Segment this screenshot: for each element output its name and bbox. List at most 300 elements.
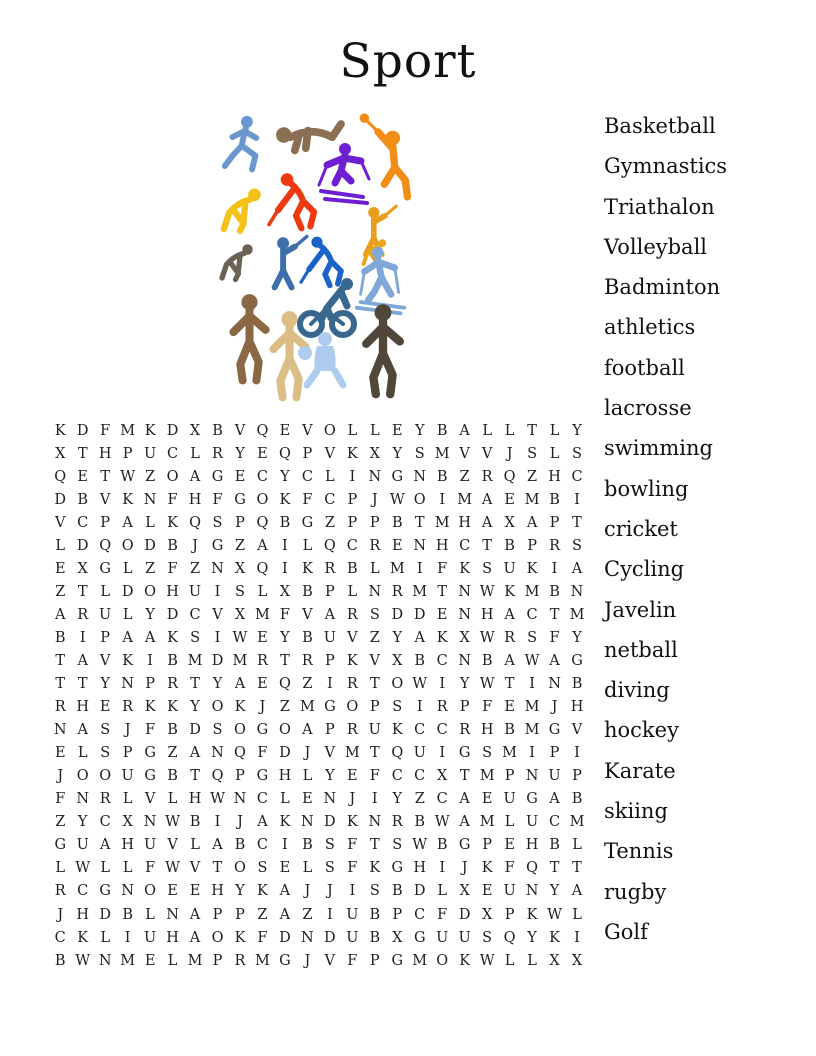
grid-letter: G [526,791,538,808]
grid-letter: W [210,791,225,808]
grid-letter: D [54,491,67,508]
grid-letter: H [548,468,561,485]
grid-letter: Y [572,629,582,646]
grid-letter: E [504,837,515,854]
word-list-item: Golf [604,919,648,944]
grid-letter: I [371,791,378,808]
grid-letter: R [436,699,448,716]
grid-letter: T [572,860,582,877]
grid-letter: M [524,583,540,600]
grid-letter: E [504,699,515,716]
grid-letter: Z [459,468,470,485]
grid-letter: C [436,791,448,808]
grid-letter: Z [302,906,313,923]
grid-letter: G [571,652,583,669]
grid-letter: P [482,837,493,854]
grid-letter: K [481,860,493,877]
grid-letter: O [76,768,89,785]
grid-letter: C [99,814,111,831]
grid-letter: Q [189,514,201,531]
grid-letter: I [214,814,221,831]
grid-letter: H [278,768,292,785]
grid-letter: T [504,676,515,693]
grid-letter: J [304,745,311,762]
grid-letter: B [571,791,583,808]
grid-letter: N [458,652,472,669]
grid-letter: Q [278,676,291,693]
grid-letter: M [255,606,270,623]
grid-letter: E [504,491,515,508]
grid-letter: B [571,676,583,693]
grid-letter: L [549,445,560,462]
grid-letter: F [549,629,560,646]
grid-letter: X [459,629,470,646]
grid-letter: F [482,699,493,716]
grid-letter: E [257,445,268,462]
grid-letter: J [371,491,378,508]
hammer-thrower-orange-silhouette [360,113,408,196]
grid-letter: B [391,514,403,531]
grid-letter: R [99,791,111,808]
grid-letter: T [459,768,470,785]
grid-letter: B [549,491,560,508]
grid-letter: X [571,952,583,969]
grid-letter: F [279,606,290,623]
grid-letter: G [211,537,224,554]
grid-letter: Z [414,791,425,808]
grid-letter: E [167,883,178,900]
grid-letter: D [324,929,336,946]
grid-letter: R [234,952,246,969]
grid-letter: R [77,606,89,623]
grid-letter: I [282,837,288,854]
grid-letter: J [326,883,333,900]
grid-letter: P [369,699,380,716]
grid-letter: R [504,629,516,646]
grid-letter: L [437,883,448,900]
grid-letter: T [55,676,66,693]
grid-letter: B [167,652,178,669]
grid-letter: N [143,814,157,831]
grid-letter: N [166,906,179,923]
grid-letter: F [257,929,268,946]
grid-letter: L [55,537,66,554]
grid-letter: C [256,468,268,485]
grid-letter: U [436,929,449,946]
grid-letter: B [504,537,515,554]
grid-letter: M [389,560,405,577]
grid-letter: N [570,583,584,600]
grid-letter: G [211,468,224,485]
grid-letter: Y [414,422,425,439]
grid-letter: O [99,768,112,785]
grid-letter: B [436,422,448,439]
grid-letter: Z [55,583,66,600]
grid-letter: B [302,583,313,600]
grid-letter: C [167,445,179,462]
grid-letter: V [99,491,111,508]
grid-letter: W [479,629,495,646]
grid-letter: S [392,837,403,854]
word-list-item: lacrosse [604,396,692,421]
grid-letter: G [458,745,471,762]
grid-letter: Y [527,929,537,946]
grid-letter: T [414,514,425,531]
grid-letter: W [412,837,428,854]
grid-letter: C [436,722,448,739]
grid-letter: F [369,768,380,785]
grid-letter: U [346,929,359,946]
grid-letter: G [391,860,404,877]
grid-letter: P [100,629,111,646]
grid-letter: K [279,814,291,831]
grid-letter: G [54,837,67,854]
grid-letter: F [302,491,313,508]
grid-letter: P [122,745,133,762]
grid-letter: B [414,814,426,831]
grid-letter: Y [392,629,403,646]
grid-letter: L [190,837,200,854]
grid-letter: O [278,722,291,739]
grid-letter: A [571,883,583,900]
grid-letter: P [392,906,403,923]
sprinter-yellow-silhouette [224,189,261,231]
skier-purple-silhouette [319,143,369,203]
grid-letter: O [256,491,269,508]
grid-letter: M [187,952,203,969]
grid-letter: F [437,560,448,577]
grid-letter: S [369,606,380,623]
grid-letter: X [234,560,246,577]
grid-letter: K [391,722,403,739]
grid-letter: K [279,491,291,508]
grid-letter: P [504,906,515,923]
grid-letter: T [77,445,88,462]
word-list-item: cricket [604,516,678,541]
grid-letter: N [143,491,157,508]
grid-letter: A [504,652,515,669]
grid-letter: L [190,445,200,462]
grid-letter: O [166,468,179,485]
grid-letter: K [122,491,134,508]
grid-letter: P [549,745,560,762]
grid-letter: F [437,906,448,923]
grid-letter: M [569,814,585,831]
grid-letter: F [347,860,358,877]
grid-letter: Q [526,860,539,877]
grid-letter: O [413,491,426,508]
grid-letter: L [257,583,268,600]
grid-letter: F [55,791,66,808]
grid-letter: Y [325,768,335,785]
grid-letter: K [122,652,134,669]
grid-letter: B [77,491,89,508]
grid-letter: D [121,583,134,600]
grid-letter: K [346,814,358,831]
page-title: Sport [339,34,477,89]
grid-letter: J [57,906,64,923]
grid-letter: E [54,745,66,762]
grid-letter: V [571,722,583,739]
grid-letter: T [212,860,223,877]
grid-letter: B [436,468,448,485]
grid-letter: R [391,583,403,600]
grid-letter: N [233,791,247,808]
grid-letter: D [324,814,336,831]
grid-letter: D [279,929,291,946]
grid-letter: D [144,537,156,554]
grid-letter: J [304,952,311,969]
grid-letter: W [165,814,181,831]
grid-letter: N [98,952,112,969]
grid-letter: V [324,952,336,969]
grid-letter: B [167,537,178,554]
grid-letter: M [502,745,518,762]
grid-letter: D [391,606,404,623]
grid-letter: H [121,837,134,854]
grid-letter: L [302,537,313,554]
word-list-item: rugby [604,879,667,904]
grid-letter: I [416,560,423,577]
cyclist-slate-silhouette [300,278,354,335]
grid-letter: N [301,814,314,831]
grid-letter: C [301,468,313,485]
grid-letter: R [481,468,493,485]
grid-letter: C [414,722,426,739]
grid-letter: K [459,952,471,969]
grid-letter: P [527,537,537,554]
grid-letter: J [304,883,311,900]
grid-letter: W [547,906,562,923]
grid-letter: B [369,929,381,946]
grid-letter: W [120,468,136,485]
grid-letter: A [279,906,291,923]
grid-letter: K [436,629,448,646]
grid-letter: V [459,445,470,462]
grid-letter: C [54,929,66,946]
grid-letter: E [77,468,88,485]
grid-letter: I [439,745,446,762]
grid-letter: G [144,745,156,762]
grid-letter: N [413,468,427,485]
grid-letter: W [232,629,248,646]
grid-letter: B [504,722,515,739]
grid-letter: T [527,422,537,439]
grid-letter: L [122,791,133,808]
word-list-item: Tennis [604,839,674,864]
grid-letter: U [368,722,381,739]
grid-letter: O [234,722,246,739]
grid-letter: H [480,722,494,739]
grid-letter: F [145,722,156,739]
grid-letter: K [167,699,178,716]
grid-letter: T [482,537,492,554]
grid-letter: Z [527,468,538,485]
grid-letter: L [369,422,380,439]
grid-letter: Y [235,445,245,462]
grid-letter: I [574,745,580,762]
grid-letter: P [212,952,223,969]
grid-letter: W [75,952,91,969]
grid-letter: H [435,537,449,554]
grid-letter: Q [503,929,516,946]
grid-letter: N [121,883,134,900]
grid-letter: A [459,814,470,831]
grid-letter: R [212,445,223,462]
grid-letter: K [167,514,178,531]
grid-letter: X [549,952,560,969]
grid-letter: C [526,606,538,623]
grid-letter: I [439,676,446,693]
grid-letter: A [189,906,201,923]
grid-letter: J [192,537,198,554]
grid-letter: S [235,583,245,600]
grid-letter: C [77,514,89,531]
grid-letter: Z [190,560,201,577]
grid-letter: W [479,952,495,969]
grid-letter: A [549,652,560,669]
grid-letter: C [414,768,426,785]
grid-letter: X [77,560,88,577]
grid-letter: Q [323,537,336,554]
grid-letter: S [527,445,538,462]
grid-letter: X [189,422,201,439]
grid-letter: P [572,768,582,785]
sports-clipart [205,105,425,405]
grid-letter: S [482,929,493,946]
grid-letter: I [574,491,580,508]
grid-letter: S [324,860,335,877]
grid-letter: B [549,583,560,600]
grid-letter: C [548,814,561,831]
grid-letter: Q [256,422,269,439]
grid-letter: L [325,468,335,485]
grid-letter: L [167,791,178,808]
grid-letter: Y [549,883,560,900]
grid-letter: K [301,560,313,577]
grid-letter: A [144,629,156,646]
grid-letter: X [392,929,403,946]
grid-letter: H [413,860,427,877]
grid-letter: X [55,445,66,462]
grid-letter: G [413,929,426,946]
runner-darkgray-silhouette [366,304,400,394]
grid-letter: K [504,583,516,600]
grid-letter: E [257,629,268,646]
grid-letter: Z [145,560,156,577]
grid-letter: C [414,906,426,923]
grid-letter: M [255,952,270,969]
catcher-paleblue-silhouette [298,332,343,385]
grid-letter: A [302,722,313,739]
runner-brown-silhouette [233,294,265,380]
grid-letter: M [344,745,360,762]
grid-letter: W [75,860,91,877]
grid-letter: Y [235,883,245,900]
grid-letter: P [347,514,358,531]
shot-putter-gray-silhouette [222,244,253,279]
grid-letter: D [99,906,111,923]
grid-letter: R [301,652,313,669]
grid-letter: B [414,652,426,669]
grid-letter: S [527,629,538,646]
grid-letter: I [282,537,288,554]
grid-letter: A [54,606,66,623]
grid-letter: F [167,560,178,577]
grid-letter: L [572,837,582,854]
word-search-grid [49,419,588,972]
grid-letter: V [99,652,111,669]
grid-letter: I [529,676,535,693]
grid-letter: B [167,768,178,785]
word-list-item: netball [604,637,678,662]
word-list-item: Gymnastics [604,154,728,179]
grid-letter: U [503,560,516,577]
grid-letter: P [235,514,245,531]
grid-letter: U [525,814,539,831]
grid-letter: A [122,514,133,531]
grid-letter: S [190,629,201,646]
grid-letter: S [212,514,223,531]
grid-letter: T [549,606,560,623]
grid-letter: E [391,537,403,554]
grid-letter: C [346,537,358,554]
grid-letter: V [324,745,336,762]
grid-letter: U [503,791,516,808]
grid-letter: M [434,445,450,462]
grid-letter: K [459,560,471,577]
grid-letter: V [189,860,201,877]
grid-letter: Y [145,606,155,623]
grid-letter: U [188,583,202,600]
grid-letter: R [256,652,268,669]
grid-letter: P [324,722,335,739]
grid-letter: H [211,883,224,900]
grid-letter: M [232,652,248,669]
grid-letter: S [572,537,582,554]
grid-letter: I [147,652,153,669]
grid-letter: O [211,929,224,946]
grid-letter: Q [278,445,291,462]
grid-letter: I [349,468,356,485]
grid-letter: X [234,606,246,623]
grid-letter: C [459,537,471,554]
grid-letter: L [122,560,133,577]
grid-letter: D [166,422,179,439]
grid-letter: N [211,745,224,762]
grid-letter: Z [369,629,380,646]
grid-letter: P [459,699,470,716]
grid-letter: N [525,768,539,785]
grid-letter: P [324,652,335,669]
grid-letter: E [391,422,403,439]
word-list-item: football [604,355,685,380]
grid-letter: I [326,676,333,693]
grid-letter: O [144,583,157,600]
grid-letter: H [76,906,90,923]
word-list-item: Javelin [604,597,677,622]
grid-letter: E [302,791,313,808]
grid-letter: A [77,722,88,739]
sports-clipart-svg [205,105,425,405]
grid-letter: R [346,606,358,623]
grid-letter: K [549,929,560,946]
grid-letter: S [482,745,493,762]
grid-letter: M [412,583,428,600]
grid-letter: E [54,560,66,577]
grid-letter: N [458,606,472,623]
grid-letter: T [280,652,290,669]
